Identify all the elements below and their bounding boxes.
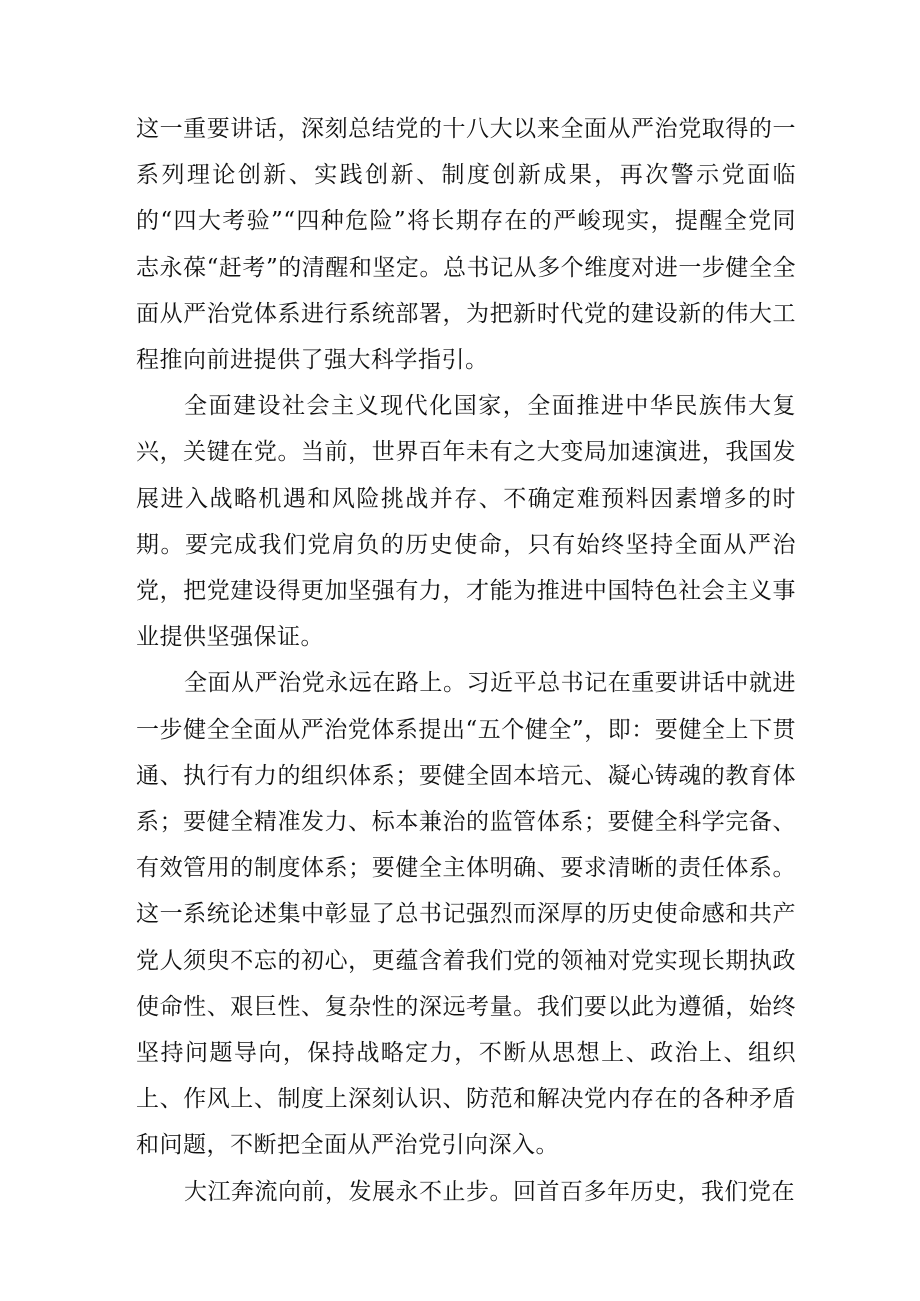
paragraph-2: 全面建设社会主义现代化国家，全面推进中华民族伟大复兴，关键在党。当前，世界百年未有之大变局加速演进，我国发展进入战略机遇和风险挑战并存、不确定难预料因素增多的时期。要完成我们党肩负的历史使命，只有始终坚持全面从严治党，把党建设得更加坚强有力，才能为推进中国特色社会主义事业提供坚强保证。 bbox=[136, 393, 796, 651]
paragraph-1: 这一重要讲话，深刻总结党的十八大以来全面从严治党取得的一系列理论创新、实践创新、制度创新成果，再次警示党面临的“四大考验”“四种危险”将长期存在的严峻现实，提醒全党同志永葆“赶考”的清醒和坚定。总书记从多个维度对进一步健全全面从严治党体系进行系统部署，为把新时代党的建设新的伟大工程推向前进提供了强大科学指引。 bbox=[136, 116, 796, 374]
paragraph-3: 全面从严治党永远在路上。习近平总书记在重要讲话中就进一步健全全面从严治党体系提出“五个健全”，即：要健全上下贯通、执行有力的组织体系；要健全固本培元、凝心铸魂的教育体系；要健全精准发力、标本兼治的监管体系；要健全科学完备、有效管用的制度体系；要健全主体明确、要求清晰的责任体系。这一系统论述集中彰显了总书记强烈而深厚的历史使命感和共产党人须臾不忘的初心，更蕴含着我们党的领袖对党实现长期执政使命性、艰巨性、复杂性的深远考量。我们要以此为遵循，始终坚持问题导向，保持战略定力，不断从思想上、政治上、组织上、作风上、制度上深刻认识、防范和解决党内存在的各种矛盾和问题，不断把全面从严治党引向深入。 bbox=[136, 670, 796, 1159]
document-body bbox=[136, 106, 796, 1215]
paragraph-4: 大江奔流向前，发展永不止步。回首百多年历史，我们党在 bbox=[184, 1178, 795, 1205]
